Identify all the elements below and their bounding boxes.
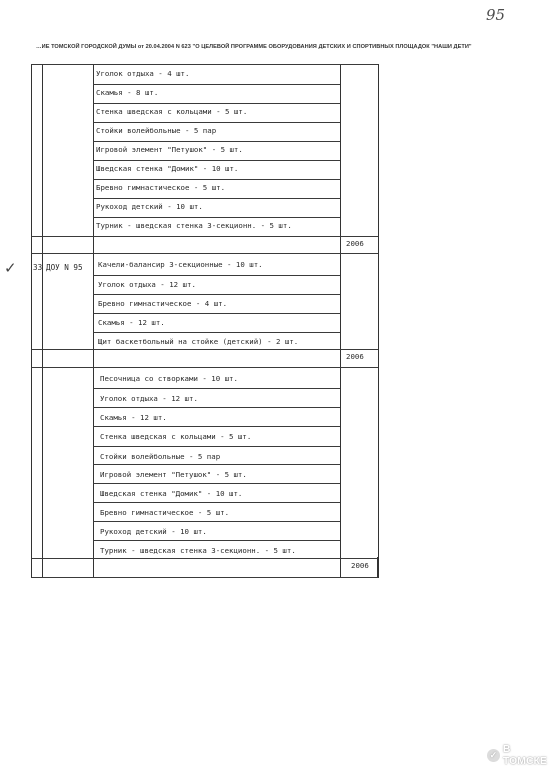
table-row-divider (93, 84, 340, 85)
table-row-divider (31, 349, 378, 350)
entry-number: 33 (33, 263, 43, 272)
table-row-divider (93, 294, 340, 295)
table-column-divider (377, 557, 378, 578)
table-row-divider (93, 446, 340, 447)
table-row-divider (93, 122, 340, 123)
table-row-divider (93, 160, 340, 161)
table-cell-text: Шведская стенка "Домик" - 10 шт. (96, 164, 239, 173)
table-row-divider (93, 540, 340, 541)
table-cell-text: Турник - шведская стенка 3-секционн. - 5 шт. (100, 546, 296, 555)
table-left-border (31, 64, 32, 578)
table-row-divider (93, 521, 340, 522)
table-row-divider (31, 558, 378, 559)
table-cell-text: Уголок отдыха - 12 шт. (98, 280, 196, 289)
watermark-text: В ТОМСКЕ (502, 743, 547, 767)
table-cell-text: Скамья - 12 шт. (98, 318, 165, 327)
table-right-border (378, 64, 379, 578)
year-cell: 2006 (346, 352, 364, 361)
table-row-divider (31, 236, 378, 237)
table-cell-text: Скамья - 12 шт. (100, 413, 167, 422)
table-cell-text: Рукоход детский - 10 шт. (100, 527, 207, 536)
table-cell-text: Стенка шведская с кольцами - 5 шт. (100, 432, 252, 441)
table-top-border (31, 64, 378, 65)
table-cell-text: Скамья - 8 шт. (96, 88, 159, 97)
v-logo-icon: ✓ (487, 749, 500, 762)
table-row-divider (93, 388, 340, 389)
table-cell-text: Стенка шведская с кольцами - 5 шт. (96, 107, 248, 116)
table-row-divider (93, 332, 340, 333)
table-row-divider (93, 313, 340, 314)
table-cell-text: Игровой элемент "Петушок" - 5 шт. (96, 145, 243, 154)
table-row-divider (93, 141, 340, 142)
table-cell-text: Игровой элемент "Петушок" - 5 шт. (100, 470, 247, 479)
table-row-divider (93, 179, 340, 180)
page-number: 95 (486, 6, 506, 24)
table-cell-text: Щит баскетбольный на стойке (детский) - 2 шт. (98, 337, 299, 346)
handwritten-checkmark-icon: ✓ (4, 259, 17, 277)
year-cell: 2006 (346, 239, 364, 248)
table-row-divider (93, 407, 340, 408)
table-row-divider (93, 217, 340, 218)
table-row-divider (93, 198, 340, 199)
table-row-divider (31, 253, 378, 254)
table-column-divider (340, 64, 341, 578)
table-bottom-border (31, 577, 378, 578)
table-row-divider (93, 275, 340, 276)
table-cell-text: Бревно гимнастическое - 5 шт. (100, 508, 230, 517)
table-row-divider (31, 367, 378, 368)
table-cell-text: Песочница со створками - 10 шт. (100, 374, 238, 383)
table-row-divider (93, 464, 340, 465)
table-cell-text: Уголок отдыха - 4 шт. (96, 69, 190, 78)
table-row-divider (93, 502, 340, 503)
year-cell: 2006 (351, 561, 369, 570)
table-cell-text: Бревно гимнастическое - 5 шт. (96, 183, 226, 192)
table-row-divider (93, 483, 340, 484)
table-cell-text: Турник - шведская стенка 3-секционн. - 5 шт. (96, 221, 292, 230)
table-cell-text: Качели-балансир 3-секционные - 10 шт. (98, 260, 263, 269)
watermark (487, 743, 557, 767)
table-column-divider (42, 64, 43, 578)
document-header: …ИЕ ТОМСКОЙ ГОРОДСКОЙ ДУМЫ от 20.04.2004 N 623 "О ЦЕЛЕВОЙ ПРОГРАММЕ ОБОРУДОВАНИЯ ДЕТСКИХ И СПОРТИВНЫХ ПЛОЩАДОК "НАШИ ДЕТИ" (36, 44, 472, 50)
table-row-divider (93, 426, 340, 427)
table-row-divider (93, 103, 340, 104)
table-cell-text: Стойки волейбольные - 5 пар (100, 452, 221, 461)
table-cell-text: Шведская стенка "Домик" - 10 шт. (100, 489, 243, 498)
table-cell-text: Рукоход детский - 10 шт. (96, 202, 203, 211)
table-cell-text: Бревно гимнастическое - 4 шт. (98, 299, 228, 308)
entry-name: ДОУ N 95 (46, 263, 83, 272)
table-cell-text: Стойки волейбольные - 5 пар (96, 126, 217, 135)
table-cell-text: Уголок отдыха - 12 шт. (100, 394, 198, 403)
